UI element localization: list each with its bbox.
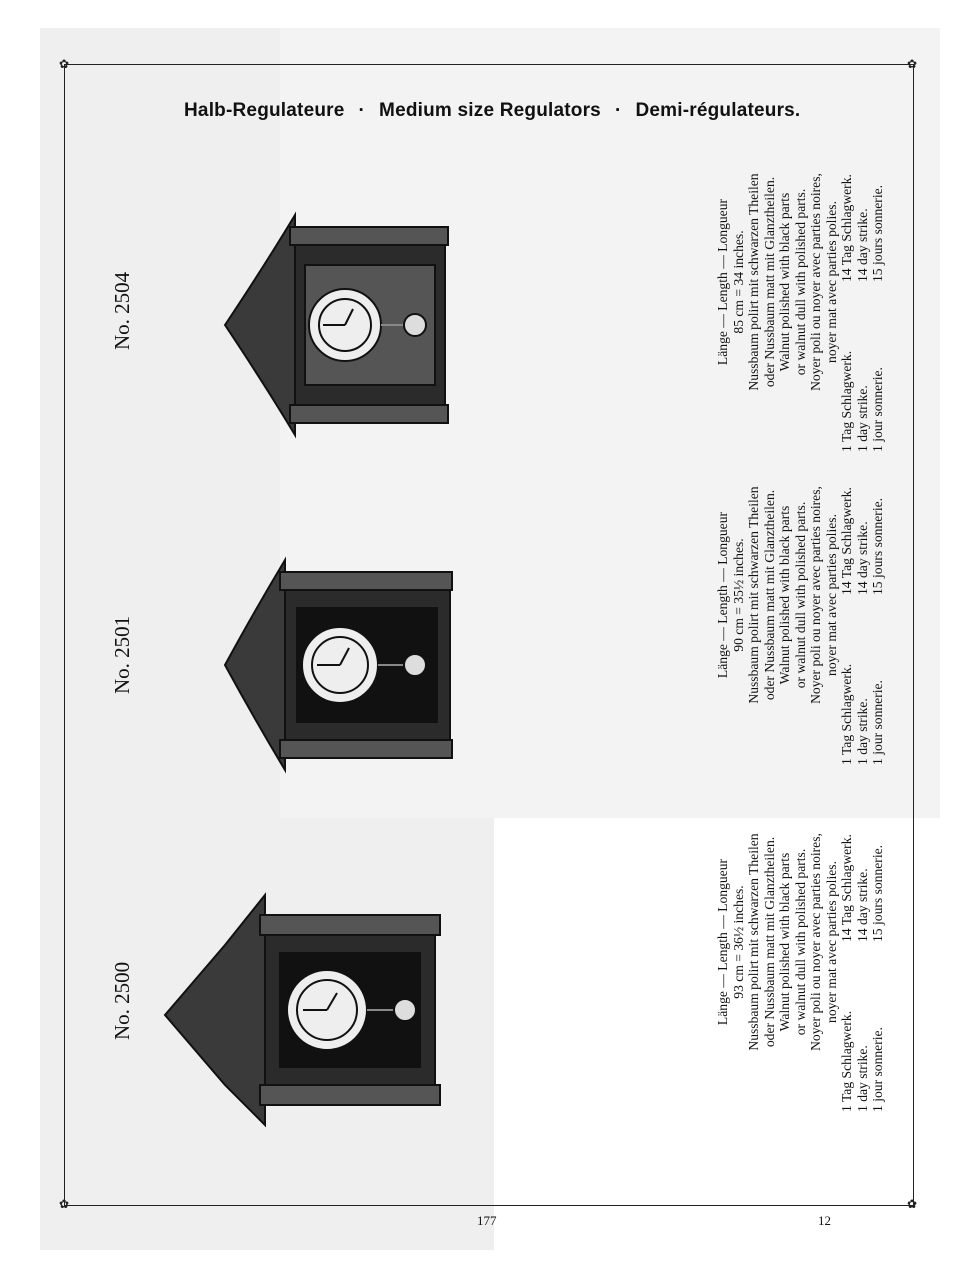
product-description-2501: Länge — Length — Longueur 90 cm = 35½ inches. Nussbaum polirt mit schwarzen Theilen oder Nussbaum matt mit Glanztheilen. Walnut polished with black parts or walnut dull with polished parts. Noyer poli ou noyer avec parties noires, noyer mat avec parties polies. 1 Tag Schlagwerk. 14 Tag Schlagwerk. 1 day strike. 14 day strike. 1 jour sonnerie. 15 jours sonnerie.: [715, 486, 885, 765]
clock-illustration-2501: [165, 550, 455, 780]
corner-ornament-icon: ✿: [906, 57, 918, 71]
product-number: No. 2504: [110, 271, 134, 350]
title-german: Halb-Regulateure: [184, 100, 345, 121]
page-number-center: 177: [477, 1213, 497, 1228]
corner-ornament-icon: ✿: [906, 1197, 918, 1211]
product-description-2500: Länge — Length — Longueur 93 cm = 36½ inches. Nussbaum polirt mit schwarzen Theilen oder Nussbaum matt mit Glanztheilen. Walnut polished with black parts or walnut dull with polished parts. Noyer poli ou noyer avec parties noires, noyer mat avec parties polies. 1 Tag Schlagwerk. 14 Tag Schlagwerk. 1 day strike. 14 day strike. 1 jour sonnerie. 15 jours sonnerie.: [715, 833, 885, 1112]
product-description-2504: Länge — Length — Longueur 85 cm = 34 inches. Nussbaum polirt mit schwarzen Theilen oder Nussbaum matt mit Glanztheilen. Walnut polished with black parts or walnut dull with polished parts. Noyer poli ou noyer avec parties noires, noyer mat avec parties polies. 1 Tag Schlagwerk. 14 Tag Schlagwerk. 1 day strike. 14 day strike. 1 jour sonnerie. 15 jours sonnerie.: [715, 173, 885, 452]
corner-ornament-icon: ✿: [58, 57, 70, 71]
page-title: Halb-Regulateure · Medium size Regulators · Demi-régulateurs.: [184, 100, 801, 121]
corner-ornament-icon: ✿: [58, 1197, 70, 1211]
clock-illustration-2504: [205, 205, 455, 445]
page-number-right: 12: [818, 1213, 831, 1228]
product-number: No. 2501: [110, 615, 134, 694]
title-french: Demi-régulateurs.: [635, 100, 801, 121]
title-english: Medium size Regulators: [379, 100, 601, 121]
clock-illustration-2500: [155, 875, 445, 1145]
product-number: No. 2500: [110, 961, 134, 1040]
